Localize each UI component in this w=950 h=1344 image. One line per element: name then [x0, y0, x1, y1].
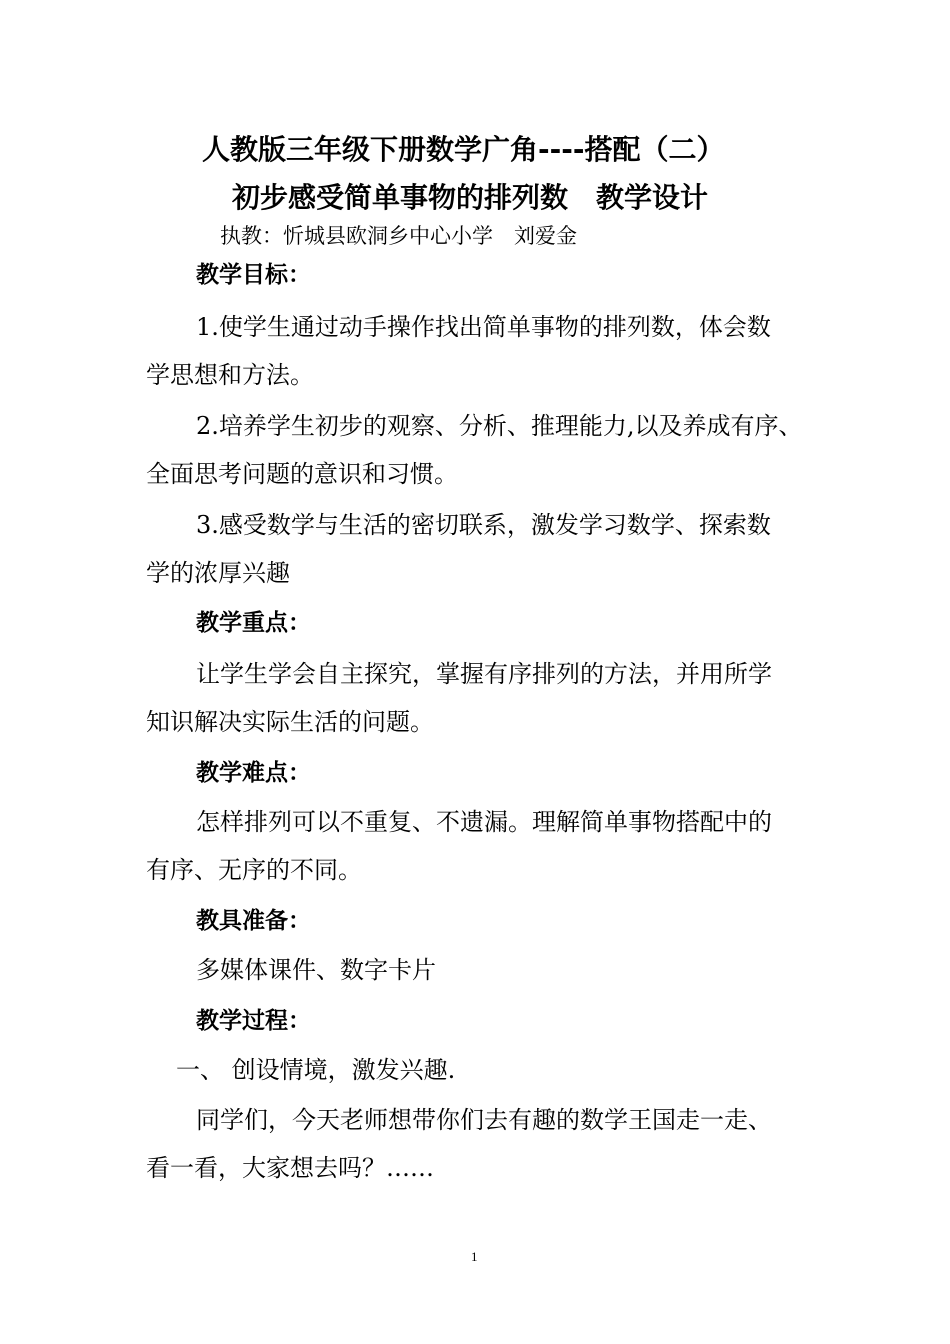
difficulties-line-1: 怎样排列可以不重复、不遗漏。理解简单事物搭配中的	[196, 808, 772, 836]
process-para-line-2: 看一看，大家想去吗？……	[146, 1154, 434, 1182]
objective-2-line-1: 2.培养学生初步的观察、分析、推理能力,以及养成有序、	[196, 412, 803, 440]
objectives-heading: 教学目标：	[196, 262, 311, 288]
key-points-line-1: 让学生学会自主探究，掌握有序排列的方法，并用所学	[196, 660, 772, 688]
key-points-line-2: 知识解决实际生活的问题。	[146, 708, 434, 736]
author-line: 执教：忻城县欧洞乡中心小学 刘爱金	[220, 224, 577, 248]
objective-3-line-1: 3.感受数学与生活的密切联系，激发学习数学、探索数	[196, 511, 771, 539]
objective-1-line-1: 1.使学生通过动手操作找出简单事物的排列数，体会数	[196, 313, 771, 341]
difficulties-heading: 教学难点：	[196, 760, 311, 786]
objective-2-line-2: 全面思考问题的意识和习惯。	[146, 460, 458, 488]
process-para-line-1: 同学们，今天老师想带你们去有趣的数学王国走一走、	[196, 1106, 772, 1134]
key-points-heading: 教学重点：	[196, 610, 311, 636]
title-line-2: 初步感受简单事物的排列数 教学设计	[232, 181, 709, 214]
materials-heading: 教具准备：	[196, 908, 311, 934]
objective-1-line-2: 学思想和方法。	[146, 361, 314, 389]
materials-line-1: 多媒体课件、数字卡片	[196, 956, 436, 984]
page-number: 1	[471, 1249, 478, 1264]
difficulties-line-2: 有序、无序的不同。	[146, 856, 362, 884]
process-heading: 教学过程：	[196, 1008, 311, 1034]
process-step-1: 一、 创设情境，激发兴趣.	[176, 1056, 456, 1084]
objective-3-line-2: 学的浓厚兴趣	[146, 559, 290, 587]
title-line-1: 人教版三年级下册数学广角----搭配（二）	[202, 133, 725, 166]
